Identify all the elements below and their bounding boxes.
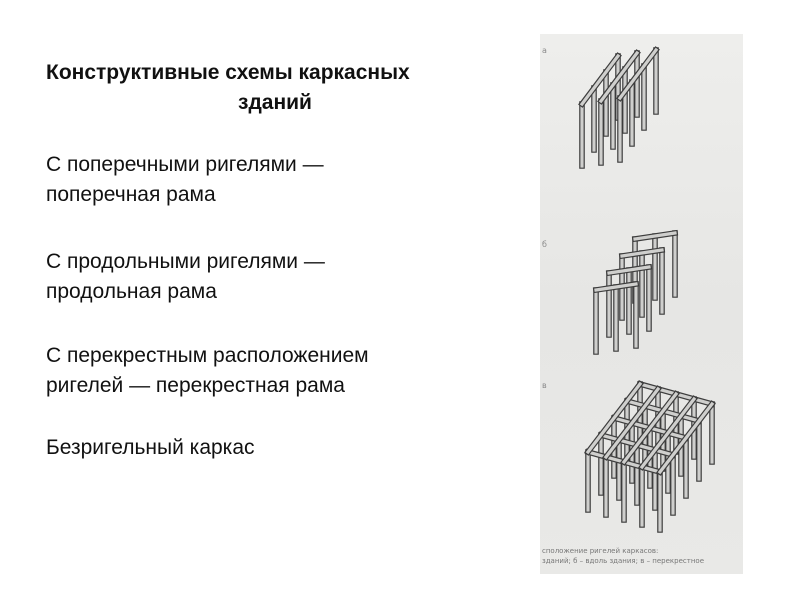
slide-title-line-1: Конструктивные схемы каркасных <box>46 61 410 84</box>
frame-type-cross-line-1: С перекрестным расположением <box>46 344 369 367</box>
frame-type-transverse-line-1: С поперечными ригелями — <box>46 153 324 176</box>
figure-caption <box>542 546 743 566</box>
slide-title-line-2: зданий <box>238 91 312 114</box>
frame-type-cross <box>46 341 526 401</box>
transverse-frame-drawing <box>582 50 656 166</box>
cross-frame-drawing <box>588 384 712 530</box>
figure-caption-line-1: сположение ригелей каркасов: <box>542 547 659 555</box>
frame-type-transverse-line-2: поперечная рама <box>46 183 216 206</box>
frame-schemes-figure <box>540 34 743 574</box>
frame-type-beamless-line-1: Безригельный каркас <box>46 436 255 459</box>
frame-schemes-drawing <box>540 34 743 574</box>
frame-type-longitudinal-line-2: продольная рама <box>46 280 217 303</box>
frame-type-beamless <box>46 433 526 463</box>
longitudinal-frame-drawing <box>596 233 675 352</box>
frame-type-cross-line-2: ригелей — перекрестная рама <box>46 374 345 397</box>
slide-title <box>46 58 536 118</box>
figure-label-c: в <box>542 381 547 390</box>
figure-label-a: а <box>542 46 547 55</box>
frame-type-longitudinal <box>46 247 526 307</box>
frame-type-transverse <box>46 150 526 210</box>
frame-type-longitudinal-line-1: С продольными ригелями — <box>46 250 325 273</box>
figure-label-b: б <box>542 240 547 249</box>
figure-caption-line-2: зданий; б – вдоль здания; в – перекрестное <box>542 557 705 565</box>
